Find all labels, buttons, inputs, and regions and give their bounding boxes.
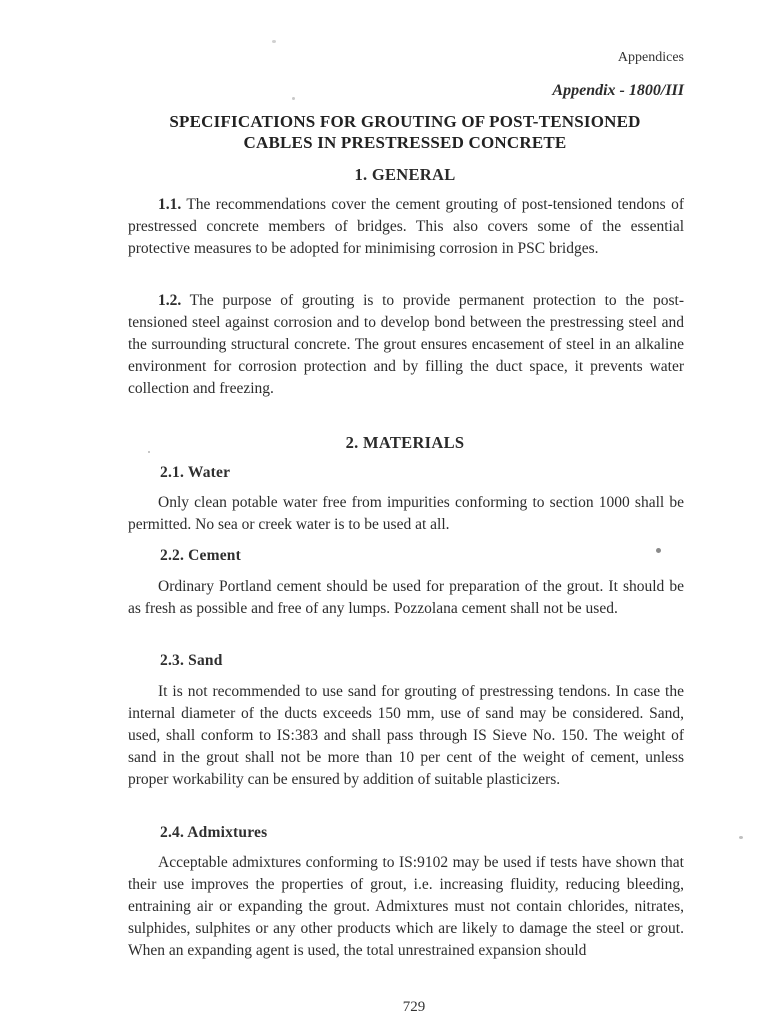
scan-speck — [656, 548, 661, 553]
paragraph-number: 1.2. — [158, 292, 182, 309]
paragraph-number: 1.1. — [158, 196, 182, 213]
paragraph-cement: Ordinary Portland cement should be used for preparation of the grout. It should be as fresh as possible and free of any lumps. Pozzolana cement shall not be used. — [128, 578, 684, 617]
appendix-label: Appendix - 1800/III — [552, 82, 684, 99]
paragraph-water: Only clean potable water free from impurities conforming to section 1000 shall be permitted. No sea or creek water is to be used at all. — [128, 494, 684, 533]
running-head: Appendices — [617, 50, 684, 65]
paragraph-admixtures: Acceptable admixtures conforming to IS:9102 may be used if tests have shown that their use improves the properties of grout, i.e. increasing fluidity, reducing bleeding, entraining air or expanding the grout. Admixtures must not contain chlorides, nitrates, sulphides, sulphites or any other products which are likely to damage the steel or grout. When an expanding agent is used, the total unrestrained expansion should — [128, 854, 684, 959]
subheading-water: 2.1. Water — [160, 464, 231, 481]
title-line-2: CABLES IN PRESTRESSED CONCRETE — [243, 133, 567, 152]
paragraph-sand: It is not recommended to use sand for grouting of prestressing tendons. In case the internal diameter of the ducts exceeds 150 mm, use of sand may be considered. Sand, used, shall conform to IS:383 and shall pass through IS Sieve No. 150. The weight of sand in the grout shall not be more than 10 per cent of the weight of cement, unless proper workability can be ensured by addition of suitable plasticizers. — [128, 683, 684, 788]
scan-speck — [148, 451, 150, 453]
scan-speck — [739, 836, 743, 839]
title-line-1: SPECIFICATIONS FOR GROUTING OF POST-TENSIONED — [169, 112, 641, 131]
section-heading-materials: 2. MATERIALS — [345, 433, 465, 452]
scan-speck — [292, 97, 295, 100]
page-number: 729 — [402, 999, 426, 1015]
subheading-admixtures: 2.4. Admixtures — [160, 824, 268, 841]
scan-speck — [272, 40, 276, 43]
paragraph-1-1 — [128, 194, 684, 260]
subheading-sand: 2.3. Sand — [160, 652, 223, 669]
subheading-cement: 2.2. Cement — [160, 547, 241, 564]
paragraph-text: The recommendations cover the cement grouting of post-tensioned tendons of prestressed concrete members of bridges. This also covers some of the essential protective measures to be adopted for minimising corrosion in PSC bridges. — [128, 196, 684, 257]
document-title — [120, 111, 690, 153]
paragraph-1-2 — [128, 290, 684, 400]
section-heading-general: 1. GENERAL — [354, 165, 456, 184]
paragraph-text: The purpose of grouting is to provide permanent protection to the post-tensioned steel against corrosion and to develop bond between the prestressing steel and the surrounding structural concrete. The grout ensures encasement of steel in an alkaline environment for corrosion protection and by filling the duct space, it prevents water collection and freezing. — [128, 292, 684, 397]
